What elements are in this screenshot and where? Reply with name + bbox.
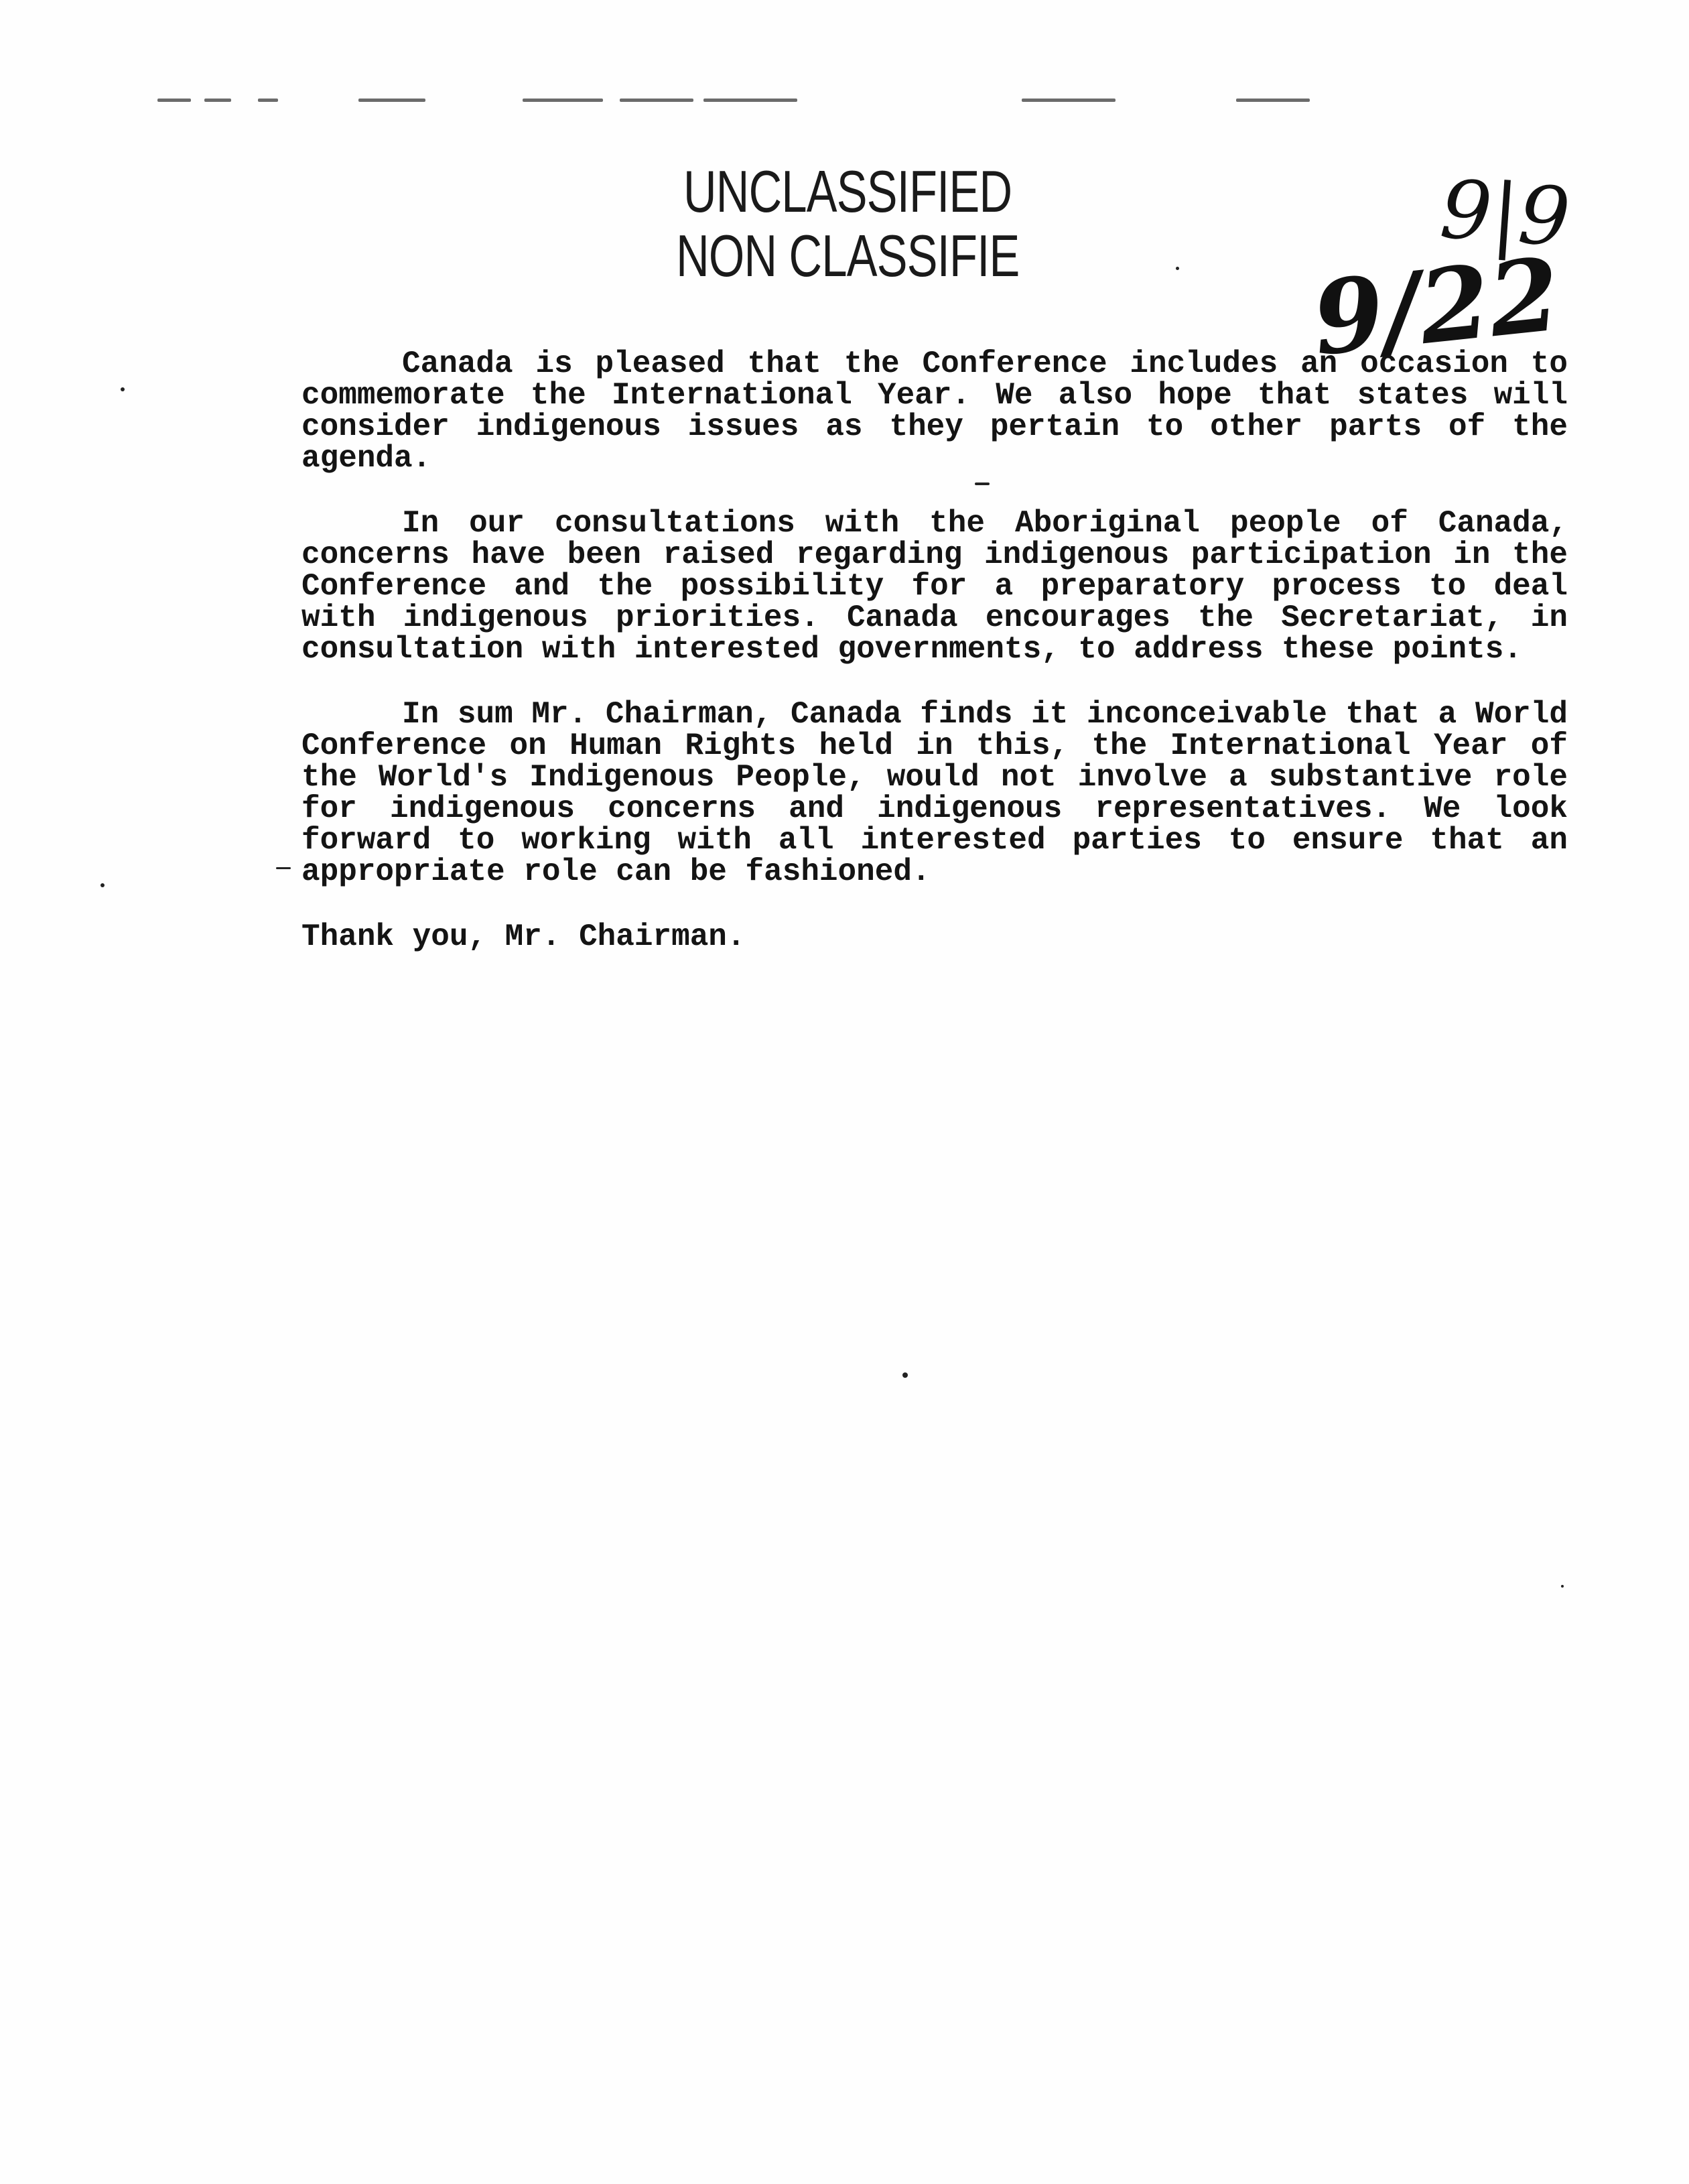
handwritten-page-number: 9|9 [1437,163,1573,265]
fax-header-line [157,90,1310,111]
document-body [301,348,1568,986]
handwritten-date: 9/22 [1307,235,1566,379]
scan-speck [1561,1585,1564,1588]
scan-speck [121,387,125,391]
stamp-line-unclassified: UNCLASSIFIED [683,158,1012,224]
scan-speck [276,867,291,869]
paragraph-consultations: In our consultations with the Aboriginal people of Canada, concerns have been raised regarding indigenous participation in the Conference and the possibility for a preparatory process to deal with indigenous priorities. Canada encourages the Secretariat, in consultation with interested governments, to address these points. [301,506,1568,667]
paragraph-international-year: Canada is pleased that the Conference includes an occasion to commemorate the International Year. We also hope that states will consider indigenous issues as they pertain to other parts of the agenda. [301,346,1568,476]
scan-speck [100,883,105,887]
scan-speck [1176,267,1179,270]
stamp-line-non-classifie: NON CLASSIFIE [676,222,1020,289]
scan-speck [902,1372,908,1378]
classification-stamp [676,158,1020,289]
paragraph-closing: Thank you, Mr. Chairman. [301,919,746,954]
scan-speck [975,483,990,485]
paragraph-in-sum: In sum Mr. Chairman, Canada finds it inconceivable that a World Conference on Human Rights held in this, the International Year of the World's Indigenous People, would not involve a substantive role for indigenous concerns and indigenous representatives. We look forward to working with all interested parties to ensure that an appropriate role can be fashioned. [301,697,1568,889]
